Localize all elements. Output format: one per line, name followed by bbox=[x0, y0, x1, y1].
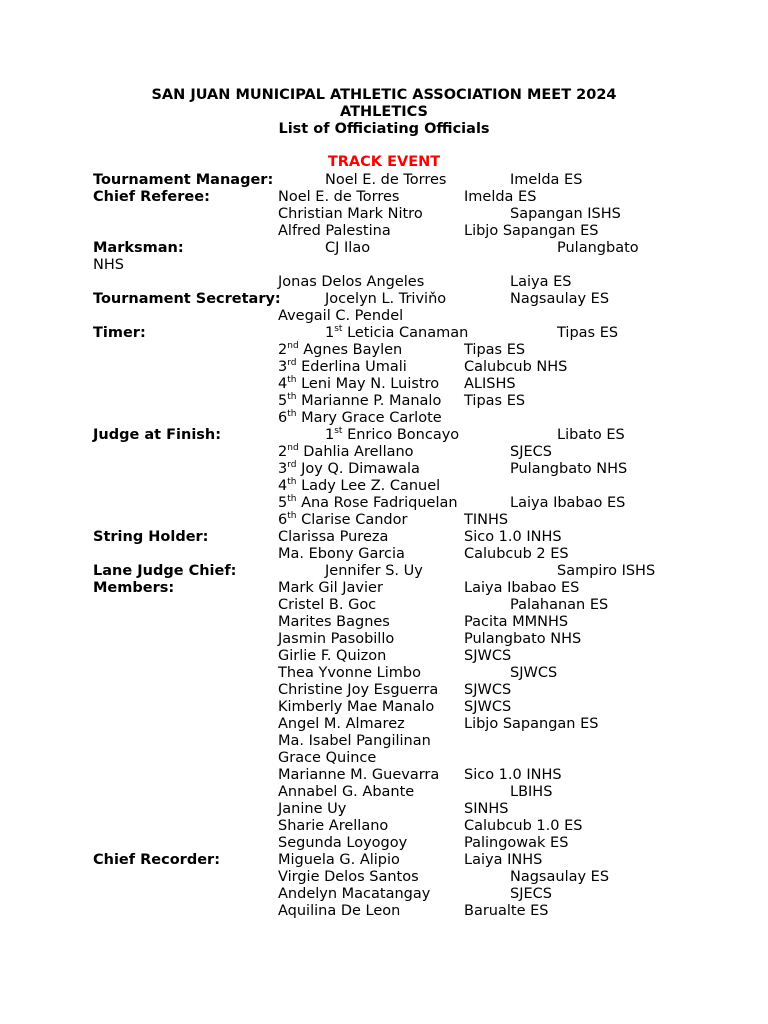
official-row bbox=[0, 784, 768, 801]
school-name: Tipas ES bbox=[557, 325, 619, 341]
official-row bbox=[0, 325, 768, 342]
official-row bbox=[0, 903, 768, 920]
official-name-text: Thea Yvonne Limbo bbox=[278, 665, 421, 681]
ordinal: 3 bbox=[278, 359, 288, 375]
school-name: Calubcub NHS bbox=[464, 359, 568, 375]
official-name-text: Andelyn Macatangay bbox=[278, 886, 431, 902]
official-row bbox=[0, 223, 768, 240]
official-name-text: Kimberly Mae Manalo bbox=[278, 699, 435, 715]
school-name: Barualte ES bbox=[464, 903, 549, 919]
official-name-text: Virgie Delos Santos bbox=[278, 869, 419, 885]
official-name-text: Segunda Loyogoy bbox=[278, 835, 408, 851]
official-name-text: Jennifer S. Uy bbox=[325, 563, 423, 579]
official-name-text: Avegail C. Pendel bbox=[278, 308, 404, 324]
role-label: Marksman: bbox=[93, 240, 184, 256]
official-name bbox=[278, 597, 376, 614]
official-row bbox=[0, 682, 768, 699]
official-row bbox=[0, 461, 768, 478]
ordinal-suffix: th bbox=[287, 409, 297, 420]
official-name-text: Alfred Palestina bbox=[278, 223, 391, 239]
official-name bbox=[278, 546, 405, 563]
school-name: SJECS bbox=[510, 444, 552, 460]
official-name bbox=[278, 359, 407, 376]
ordinal: 2 bbox=[278, 342, 288, 358]
school-name: Calubcub 2 ES bbox=[464, 546, 569, 562]
official-name-text: Leni May N. Luistro bbox=[301, 376, 440, 392]
official-row bbox=[0, 393, 768, 410]
official-name-text: Janine Uy bbox=[278, 801, 347, 817]
official-name bbox=[325, 240, 370, 257]
role-label: Members: bbox=[93, 580, 175, 596]
official-name bbox=[278, 444, 414, 461]
official-name-text: Joy Q. Dimawala bbox=[301, 461, 420, 477]
school-name: Sico 1.0 INHS bbox=[464, 767, 562, 783]
official-name-text: Mary Grace Carlote bbox=[301, 410, 442, 426]
official-row bbox=[0, 291, 768, 308]
school-name: Palahanan ES bbox=[510, 597, 609, 613]
official-row bbox=[0, 189, 768, 206]
official-name bbox=[278, 835, 407, 852]
official-name bbox=[278, 801, 346, 818]
ordinal-suffix: rd bbox=[287, 358, 297, 369]
document-title: SAN JUAN MUNICIPAL ATHLETIC ASSOCIATION MEET 2024 bbox=[151, 87, 617, 103]
role-label: Tournament Secretary: bbox=[93, 291, 281, 307]
ordinal: 6 bbox=[278, 410, 288, 426]
school-name: Pulangbato NHS bbox=[464, 631, 582, 647]
official-name bbox=[325, 427, 459, 444]
official-row bbox=[0, 614, 768, 631]
school-name: SJECS bbox=[510, 886, 552, 902]
school-name: Tipas ES bbox=[464, 342, 526, 358]
ordinal: 4 bbox=[278, 376, 288, 392]
official-row bbox=[0, 801, 768, 818]
official-name-text: Clarise Candor bbox=[301, 512, 408, 528]
school-name: Libjo Sapangan ES bbox=[464, 716, 599, 732]
official-row bbox=[0, 206, 768, 223]
official-row bbox=[0, 512, 768, 529]
official-name-text: Mark Gil Javier bbox=[278, 580, 383, 596]
official-name bbox=[278, 461, 420, 478]
official-name bbox=[278, 869, 419, 886]
official-name bbox=[278, 767, 439, 784]
official-row bbox=[0, 580, 768, 597]
school-name: SJWCS bbox=[464, 699, 512, 715]
official-name bbox=[278, 223, 391, 240]
ordinal-suffix: th bbox=[287, 494, 297, 505]
official-name-text: Lady Lee Z. Canuel bbox=[301, 478, 441, 494]
official-name bbox=[278, 614, 390, 631]
ordinal: 3 bbox=[278, 461, 288, 477]
school-name: SJWCS bbox=[510, 665, 558, 681]
role-label: Timer: bbox=[93, 325, 146, 341]
official-name-text: Noel E. de Torres bbox=[278, 189, 400, 205]
ordinal-suffix: nd bbox=[287, 341, 299, 352]
official-name bbox=[278, 189, 399, 206]
official-name bbox=[278, 716, 405, 733]
official-row bbox=[0, 478, 768, 495]
official-name bbox=[278, 648, 386, 665]
official-name-text: Jasmin Pasobillo bbox=[278, 631, 395, 647]
official-row bbox=[0, 886, 768, 903]
official-name-text: Sharie Arellano bbox=[278, 818, 389, 834]
official-name bbox=[278, 631, 394, 648]
official-row bbox=[0, 648, 768, 665]
school-name: Nagsaulay ES bbox=[510, 869, 610, 885]
official-name-text: Ma. Isabel Pangilinan bbox=[278, 733, 431, 749]
official-name-text: Jonas Delos Angeles bbox=[278, 274, 425, 290]
official-name-text: Jocelyn L. Triviňo bbox=[325, 291, 447, 307]
role-label: String Holder: bbox=[93, 529, 209, 545]
ordinal-suffix: th bbox=[287, 392, 297, 403]
official-name bbox=[278, 903, 400, 920]
official-row bbox=[0, 631, 768, 648]
document-heading: List of Officiating Officials bbox=[278, 121, 490, 137]
official-row bbox=[0, 172, 768, 189]
official-name bbox=[278, 852, 400, 869]
school-name: LBIHS bbox=[510, 784, 553, 800]
ordinal-suffix: th bbox=[287, 477, 297, 488]
official-name-text: Christian Mark Nitro bbox=[278, 206, 423, 222]
official-row bbox=[0, 665, 768, 682]
school-name: Imelda ES bbox=[464, 189, 537, 205]
official-name-text: Marianne M. Guevarra bbox=[278, 767, 440, 783]
official-row bbox=[0, 444, 768, 461]
school-name: Nagsaulay ES bbox=[510, 291, 610, 307]
school-name: Libato ES bbox=[557, 427, 625, 443]
school-name: Laiya INHS bbox=[464, 852, 543, 868]
official-name-text: Dahlia Arellano bbox=[303, 444, 414, 460]
school-name: Imelda ES bbox=[510, 172, 583, 188]
official-name bbox=[278, 784, 414, 801]
official-row bbox=[0, 308, 768, 325]
official-name-text: Annabel G. Abante bbox=[278, 784, 415, 800]
role-label: Chief Referee: bbox=[93, 189, 210, 205]
official-name-text: Ederlina Umali bbox=[301, 359, 407, 375]
official-name bbox=[278, 274, 424, 291]
school-name: Calubcub 1.0 ES bbox=[464, 818, 583, 834]
official-row bbox=[0, 733, 768, 750]
school-name: ALISHS bbox=[464, 376, 516, 392]
official-name-text: Noel E. de Torres bbox=[325, 172, 447, 188]
official-row bbox=[0, 342, 768, 359]
official-row bbox=[0, 750, 768, 767]
school-name: Pacita MMNHS bbox=[464, 614, 569, 630]
official-name bbox=[325, 325, 468, 342]
official-name-text: Christine Joy Esguerra bbox=[278, 682, 439, 698]
official-row bbox=[0, 359, 768, 376]
school-name: Sapangan ISHS bbox=[510, 206, 621, 222]
official-row bbox=[0, 529, 768, 546]
official-name bbox=[325, 291, 446, 308]
ordinal-suffix: nd bbox=[287, 443, 299, 454]
official-name bbox=[278, 886, 430, 903]
ordinal-suffix: th bbox=[287, 511, 297, 522]
event-heading: TRACK EVENT bbox=[327, 154, 441, 170]
official-name bbox=[325, 563, 423, 580]
official-name-text: Leticia Canaman bbox=[347, 325, 469, 341]
official-name-text: Enrico Boncayo bbox=[347, 427, 460, 443]
school-name: Sico 1.0 INHS bbox=[464, 529, 562, 545]
official-name-text: Cristel B. Goc bbox=[278, 597, 377, 613]
official-row bbox=[0, 546, 768, 563]
official-name-text: Girlie F. Quizon bbox=[278, 648, 387, 664]
official-name-text: Ana Rose Fadriquelan bbox=[301, 495, 458, 511]
official-row bbox=[0, 716, 768, 733]
school-name: SJWCS bbox=[464, 682, 512, 698]
wrapped-school-text: NHS bbox=[93, 257, 124, 273]
school-name: Sampiro ISHS bbox=[557, 563, 656, 579]
official-name-text: Grace Quince bbox=[278, 750, 377, 766]
official-row bbox=[0, 869, 768, 886]
ordinal: 2 bbox=[278, 444, 288, 460]
official-name bbox=[278, 750, 376, 767]
official-name bbox=[278, 376, 439, 393]
ordinal-suffix: th bbox=[287, 375, 297, 386]
ordinal: 1 bbox=[325, 325, 335, 341]
school-name: Laiya Ibabao ES bbox=[464, 580, 580, 596]
document-subtitle: ATHLETICS bbox=[340, 104, 428, 120]
official-row bbox=[0, 257, 768, 274]
official-name-text: Clarissa Pureza bbox=[278, 529, 389, 545]
official-name-text: Marianne P. Manalo bbox=[301, 393, 442, 409]
official-name bbox=[278, 342, 402, 359]
school-name: Libjo Sapangan ES bbox=[464, 223, 599, 239]
official-name bbox=[278, 529, 388, 546]
official-name bbox=[278, 580, 383, 597]
official-name-text: Aquilina De Leon bbox=[278, 903, 401, 919]
official-row bbox=[0, 274, 768, 291]
ordinal: 5 bbox=[278, 495, 288, 511]
ordinal: 5 bbox=[278, 393, 288, 409]
official-row bbox=[0, 597, 768, 614]
official-name-text: CJ Ilao bbox=[325, 240, 371, 256]
official-name bbox=[278, 206, 423, 223]
school-name: SJWCS bbox=[464, 648, 512, 664]
official-name bbox=[278, 308, 403, 325]
role-label: Tournament Manager: bbox=[93, 172, 274, 188]
official-row bbox=[0, 818, 768, 835]
role-label: Chief Recorder: bbox=[93, 852, 220, 868]
official-name bbox=[278, 818, 388, 835]
official-row bbox=[0, 495, 768, 512]
official-name bbox=[278, 665, 421, 682]
ordinal: 6 bbox=[278, 512, 288, 528]
official-name bbox=[278, 478, 440, 495]
ordinal-suffix: rd bbox=[287, 460, 297, 471]
school-name: Laiya Ibabao ES bbox=[510, 495, 626, 511]
role-label: Lane Judge Chief: bbox=[93, 563, 237, 579]
ordinal: 1 bbox=[325, 427, 335, 443]
school-name: TINHS bbox=[464, 512, 509, 528]
official-row bbox=[0, 767, 768, 784]
official-row bbox=[0, 699, 768, 716]
ordinal: 4 bbox=[278, 478, 288, 494]
school-name: SINHS bbox=[464, 801, 509, 817]
official-row bbox=[0, 835, 768, 852]
official-row bbox=[0, 563, 768, 580]
role-label: Judge at Finish: bbox=[93, 427, 222, 443]
official-name bbox=[278, 682, 438, 699]
official-name-text: Angel M. Almarez bbox=[278, 716, 405, 732]
official-name bbox=[278, 495, 458, 512]
official-name bbox=[278, 699, 434, 716]
official-row bbox=[0, 376, 768, 393]
official-name-text: Agnes Baylen bbox=[303, 342, 403, 358]
official-name bbox=[278, 393, 441, 410]
school-name: Pulangbato NHS bbox=[510, 461, 628, 477]
official-name-text: Ma. Ebony Garcia bbox=[278, 546, 405, 562]
school-name: Laiya ES bbox=[510, 274, 572, 290]
official-name bbox=[278, 733, 431, 750]
ordinal-suffix: st bbox=[334, 324, 343, 335]
official-row bbox=[0, 410, 768, 427]
official-name bbox=[325, 172, 446, 189]
school-name: Pulangbato bbox=[557, 240, 639, 256]
official-name bbox=[278, 512, 407, 529]
school-name: Palingowak ES bbox=[464, 835, 569, 851]
school-name: Tipas ES bbox=[464, 393, 526, 409]
official-name-text: Miguela G. Alipio bbox=[278, 852, 400, 868]
official-row bbox=[0, 240, 768, 257]
ordinal-suffix: st bbox=[334, 426, 343, 437]
official-row bbox=[0, 427, 768, 444]
official-name-text: Marites Bagnes bbox=[278, 614, 390, 630]
official-name bbox=[278, 410, 442, 427]
official-row bbox=[0, 852, 768, 869]
